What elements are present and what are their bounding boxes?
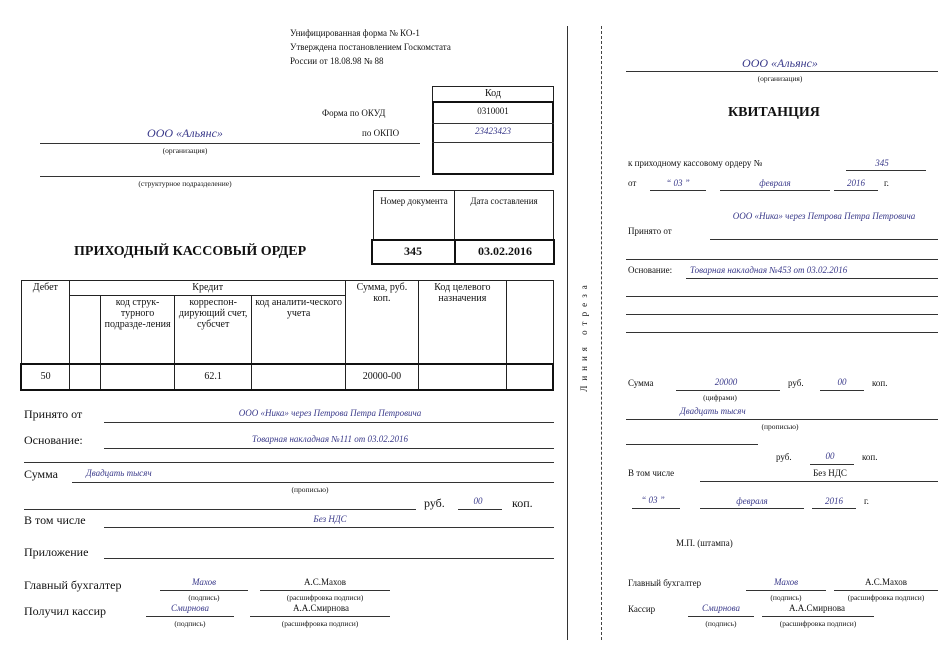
row-purpose — [418, 364, 506, 390]
empty-header — [507, 281, 553, 364]
sum-label: Сумма — [24, 467, 58, 481]
sum-kop: коп. — [512, 496, 533, 510]
row-credit-empty — [70, 364, 101, 390]
corr-header: корреспон-дирующий счет, субсчет — [175, 296, 252, 364]
receipt-cashier-sign-caption: (подпись) — [705, 619, 737, 628]
cut-line-label: Линия отреза — [579, 280, 589, 392]
cashier-label: Получил кассир — [24, 604, 106, 618]
okpo-label: по ОКПО — [362, 128, 400, 138]
receipt-sum-words-caption: (прописью) — [761, 422, 799, 431]
cashier-sign: Смирнова — [170, 603, 210, 613]
chief-accountant-sign: Махов — [191, 577, 217, 587]
receipt-sum-words: Двадцать тысяч — [680, 406, 746, 416]
received-from-value: ООО «Ника» через Петрова Петра Петровича — [238, 408, 422, 418]
form-header-line2: Утверждена постановлением Госкомстата — [290, 42, 451, 52]
receipt-sum-rub: руб. — [788, 378, 804, 388]
row-sum: 20000-00 — [346, 364, 418, 390]
form-header-line1: Унифицированная форма № КО-1 — [290, 28, 420, 38]
row-debit: 50 — [21, 364, 70, 390]
doc-number: 345 — [404, 244, 422, 258]
row-unit — [100, 364, 175, 390]
including-value: Без НДС — [313, 514, 347, 524]
receipt-including-label: В том числе — [628, 468, 675, 478]
receipt-order-number: 345 — [875, 158, 889, 168]
sum-kop-value: 00 — [473, 496, 483, 506]
receipt-sum-caption: (цифрами) — [703, 393, 737, 402]
okud-value: 0310001 — [477, 106, 509, 116]
receipt-organization-caption: (организация) — [757, 74, 803, 83]
sum-caption: (прописью) — [291, 485, 329, 494]
accounting-table — [20, 280, 554, 391]
receipt-date2-suffix: г. — [864, 496, 869, 506]
chief-accountant-name: А.С.Махов — [304, 577, 346, 587]
receipt-date2-day: “ 03 ” — [641, 495, 665, 505]
okud-label: Форма по ОКУД — [322, 108, 386, 118]
receipt-cashier-name-caption: (расшифровка подписи) — [779, 619, 857, 628]
subdivision-caption: (структурное подразделение) — [138, 179, 232, 188]
receipt-sum-value: 20000 — [714, 377, 738, 387]
receipt-sum-kop-value: 00 — [837, 377, 847, 387]
receipt-basis-label: Основание: — [628, 265, 673, 275]
cashier-name: А.А.Смирнова — [293, 603, 349, 613]
row-analytic — [251, 364, 345, 390]
row-corr: 62.1 — [175, 364, 252, 390]
receipt-date-year: 2016 — [847, 178, 865, 188]
chief-accountant-label: Главный бухгалтер — [24, 578, 122, 592]
receipt-sum-rub2: руб. — [776, 452, 792, 462]
receipt-stamp: М.П. (штампа) — [676, 538, 733, 548]
receipt-sum-kop2: коп. — [862, 452, 878, 462]
chief-accountant-sign-caption: (подпись) — [188, 593, 220, 602]
doc-date: 03.02.2016 — [478, 244, 532, 258]
receipt-date-prefix: от — [628, 178, 637, 188]
codes-header: Код — [432, 86, 554, 102]
receipt-date2-month: февраля — [736, 496, 768, 506]
receipt-received-from-value: ООО «Ника» через Петрова Петра Петровича — [732, 211, 916, 221]
receipt-chief-accountant-label: Главный бухгалтер — [628, 578, 702, 588]
credit-header: Кредит — [70, 281, 346, 296]
receipt-date2-year: 2016 — [825, 496, 843, 506]
unit-header: код струк-турного подразде-ления — [100, 296, 175, 364]
received-from-label: Принято от — [24, 407, 83, 421]
basis-label: Основание: — [24, 433, 83, 447]
receipt-organization: ООО «Альянс» — [742, 56, 818, 70]
receipt-basis-value: Товарная накладная №453 от 03.02.2016 — [690, 265, 848, 275]
row-empty — [507, 364, 553, 390]
organization-caption: (организация) — [162, 146, 208, 155]
debit-header: Дебет — [21, 281, 70, 364]
basis-value: Товарная накладная №111 от 03.02.2016 — [252, 434, 408, 444]
receipt-chief-accountant-sign-caption: (подпись) — [770, 593, 802, 602]
receipt-to-order-label: к приходному кассовому ордеру № — [628, 158, 763, 168]
cashier-sign-caption: (подпись) — [174, 619, 206, 628]
receipt-date-day: “ 03 ” — [666, 178, 690, 188]
receipt-sum-kop: коп. — [872, 378, 888, 388]
cut-line-dashed — [601, 26, 602, 640]
doc-date-header: Дата составления — [470, 196, 538, 206]
cashier-name-caption: (расшифровка подписи) — [281, 619, 359, 628]
receipt-chief-accountant-sign: Махов — [773, 577, 799, 587]
credit-empty-header — [70, 296, 101, 364]
analytic-header: код аналити-ческого учета — [251, 296, 345, 364]
receipt-title: КВИТАНЦИЯ — [728, 105, 820, 120]
doc-number-header: Номер документа — [380, 196, 448, 206]
receipt-received-from-label: Принято от — [628, 226, 672, 236]
receipt-chief-accountant-name-caption: (расшифровка подписи) — [847, 593, 925, 602]
receipt-cashier-sign: Смирнова — [701, 603, 741, 613]
doc-title: ПРИХОДНЫЙ КАССОВЫЙ ОРДЕР — [74, 244, 307, 259]
receipt-date-suffix: г. — [884, 178, 889, 188]
cut-line-left — [567, 26, 568, 640]
purpose-header: Код целевого назначения — [418, 281, 506, 364]
receipt-sum-kop2-value: 00 — [825, 451, 835, 461]
receipt-chief-accountant-name: А.С.Махов — [865, 577, 907, 587]
appendix-label: Приложение — [24, 545, 89, 559]
form-header-line3: России от 18.08.98 № 88 — [290, 56, 384, 66]
organization-value: ООО «Альянс» — [147, 126, 223, 140]
sum-rub: руб. — [424, 496, 445, 510]
receipt-cashier-label: Кассир — [628, 604, 656, 614]
including-label: В том числе — [24, 513, 86, 527]
receipt-cashier-name: А.А.Смирнова — [789, 603, 845, 613]
chief-accountant-name-caption: (расшифровка подписи) — [286, 593, 364, 602]
receipt-sum-label: Сумма — [628, 378, 654, 388]
sum-words: Двадцать тысяч — [86, 468, 152, 478]
okpo-value: 23423423 — [475, 126, 511, 136]
receipt-date-month: февраля — [759, 178, 791, 188]
sum-header: Сумма, руб. коп. — [346, 281, 418, 364]
receipt-including-value: Без НДС — [813, 468, 847, 478]
